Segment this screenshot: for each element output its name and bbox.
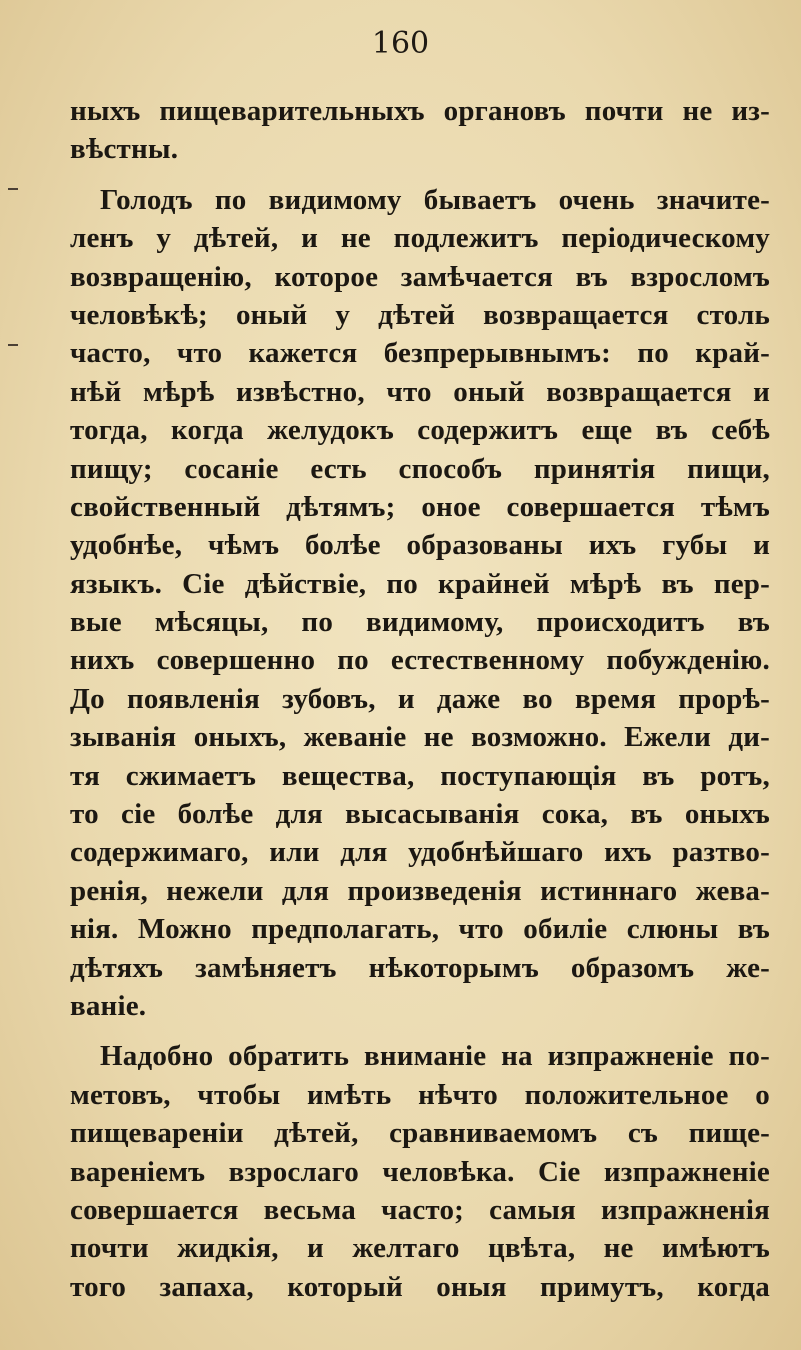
page-number: 160 xyxy=(371,26,430,61)
text-line: совершается весьма часто; самыя изпражненія xyxy=(70,1193,770,1226)
text-line: удобнѣе, чѣмъ болѣе образованы ихъ губы и xyxy=(70,529,770,562)
text-line: ныхъ пищеварительныхъ органовъ почти не из- xyxy=(70,95,770,127)
text-line: зыванія оныхъ, жеваніе не возможно. Ежели ди- xyxy=(70,721,770,754)
text-line: свойственный дѣтямъ; оное совершается тѣмъ xyxy=(70,490,770,523)
text-line: нѣй мѣрѣ извѣстно, что оный возвращается и xyxy=(70,375,770,408)
text-line: нихъ совершенно по естественному побужденію. xyxy=(70,644,770,677)
text-line: того запаха, который оныя примутъ, когда xyxy=(70,1270,770,1303)
text-line: вые мѣсяцы, по видимому, происходитъ въ xyxy=(70,606,770,639)
text-line: человѣкѣ; оный у дѣтей возвращается столь xyxy=(70,298,770,331)
text-line: До появленія зубовъ, и даже во время прорѣ- xyxy=(70,682,770,715)
text-line: вѣстны. xyxy=(70,133,179,166)
text-line: почти жидкія, и желтаго цвѣта, не имѣютъ xyxy=(70,1232,770,1265)
text-line: метовъ, чтобы имѣть нѣчто положительное о xyxy=(70,1078,770,1111)
margin-mark xyxy=(8,188,18,190)
text-line: Голодъ по видимому бываетъ очень значите- xyxy=(100,183,770,216)
text-line: тя сжимаетъ вещества, поступающія въ ротъ, xyxy=(70,759,770,792)
body-text xyxy=(70,92,770,1306)
paragraph xyxy=(70,92,770,169)
paragraph xyxy=(70,181,770,1026)
text-line: возвращенію, которое замѣчается въ взросломъ xyxy=(70,260,770,293)
text-line: языкъ. Сіе дѣйствіе, по крайней мѣрѣ въ пер- xyxy=(70,567,770,600)
text-line: то сіе болѣе для высасыванія сока, въ оныхъ xyxy=(70,798,770,831)
paragraph xyxy=(70,1037,770,1306)
text-line: ваніе. xyxy=(70,989,147,1022)
text-line: ленъ у дѣтей, и не подлежитъ періодическому xyxy=(70,222,770,255)
margin-mark xyxy=(8,344,18,346)
text-line: пищу; сосаніе есть способъ принятія пищи, xyxy=(70,452,770,485)
text-line: нія. Можно предполагать, что обиліе слюны въ xyxy=(70,913,770,946)
text-line: содержимаго, или для удобнѣйшаго ихъ разтво- xyxy=(70,836,770,869)
text-line: пищевареніи дѣтей, сравниваемомъ съ пище- xyxy=(70,1117,770,1150)
text-line: часто, что кажется безпрерывнымъ: по край- xyxy=(70,337,770,370)
text-line: тогда, когда желудокъ содержитъ еще въ себѣ xyxy=(70,414,770,447)
text-line: ренія, нежели для произведенія истиннаго жева- xyxy=(70,874,770,907)
text-line: вареніемъ взрослаго человѣка. Сіе изпражненіе xyxy=(70,1155,770,1188)
text-line: дѣтяхъ замѣняетъ нѣкоторымъ образомъ же- xyxy=(70,951,770,984)
text-line: Надобно обратить вниманіе на изпражненіе по- xyxy=(100,1040,770,1073)
